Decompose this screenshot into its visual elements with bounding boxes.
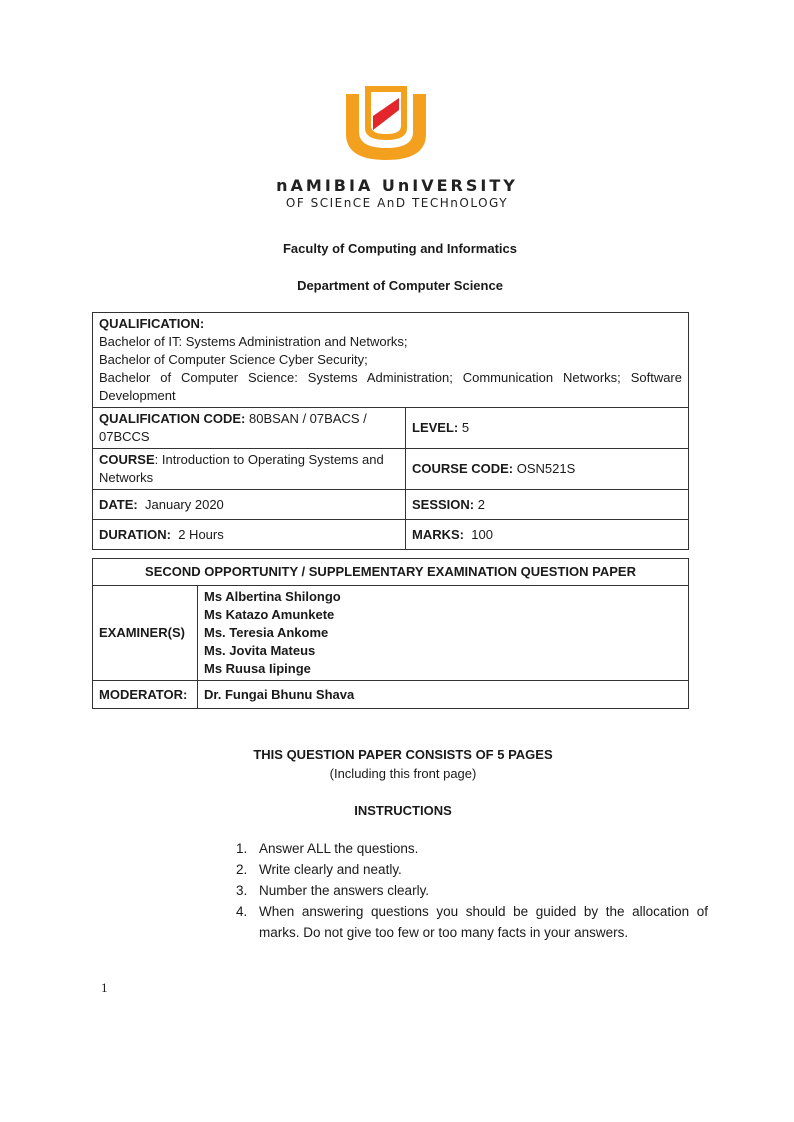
instruction-item	[236, 901, 708, 943]
qual-code-value: 80BSAN / 07BACS / 07BCCS	[99, 411, 367, 444]
marks-value: 100	[471, 526, 493, 542]
moderator-name: Dr. Fungai Bhunu Shava	[198, 681, 689, 709]
exam-info-table	[92, 558, 689, 709]
department-title: Department of Computer Science	[297, 278, 503, 293]
instruction-item	[236, 880, 708, 901]
session-cell	[406, 490, 689, 520]
course-info-table	[92, 312, 689, 550]
instruction-number: 1.	[236, 841, 248, 856]
instruction-number: 2.	[236, 862, 248, 877]
qual-code-label: QUALIFICATION CODE:	[99, 411, 246, 426]
examiner-name: Ms Albertina Shilongo	[204, 589, 341, 604]
qualification-cell	[93, 313, 689, 408]
qualification-line: Bachelor of Computer Science Cyber Security;	[99, 352, 368, 367]
qualification-line: Bachelor of Computer Science: Systems Administration; Communication Networks; Software Development	[99, 370, 682, 403]
date-value: January 2020	[145, 496, 224, 512]
qual-code-cell	[93, 408, 406, 449]
level-cell	[406, 408, 689, 449]
examiner-name: Ms Katazo Amunkete	[204, 607, 335, 622]
moderator-label: MODERATOR:	[93, 681, 198, 709]
course-label: COURSE	[99, 452, 155, 467]
course-value: : Introduction to Operating Systems and Networks	[99, 452, 384, 485]
duration-label: DURATION:	[99, 526, 171, 542]
instruction-number: 3.	[236, 883, 248, 898]
instruction-number: 4.	[236, 904, 248, 919]
faculty-title: Faculty of Computing and Informatics	[282, 241, 517, 256]
level-label: LEVEL:	[412, 420, 459, 435]
qualification-label: QUALIFICATION:	[99, 316, 205, 331]
marks-cell	[406, 520, 689, 550]
instruction-item	[236, 838, 708, 859]
instruction-text: Number the answers clearly.	[259, 883, 430, 898]
session-label: SESSION:	[412, 496, 475, 512]
instruction-item	[236, 859, 708, 880]
course-cell	[93, 449, 406, 490]
course-code-cell	[406, 449, 689, 490]
pages-title: THIS QUESTION PAPER CONSISTS OF 5 PAGES	[253, 747, 553, 762]
pages-subtitle: (Including this front page)	[329, 766, 477, 781]
instruction-text: Answer ALL the questions.	[259, 841, 419, 856]
instruction-text: Write clearly and neatly.	[259, 862, 402, 877]
session-value: 2	[477, 496, 485, 512]
examiners-list	[198, 586, 689, 681]
marks-label: MARKS:	[412, 526, 464, 542]
duration-value: 2 Hours	[178, 526, 224, 542]
date-label: DATE:	[99, 496, 138, 512]
page-number: 1	[101, 980, 108, 995]
examiner-name: Ms. Teresia Ankome	[204, 625, 329, 640]
examiner-name: Ms. Jovita Mateus	[204, 643, 316, 658]
course-code-value: OSN521S	[516, 461, 576, 476]
course-code-label: COURSE CODE:	[412, 461, 514, 476]
instructions-title: INSTRUCTIONS	[354, 803, 452, 818]
university-subtitle: OF SCIEnCE AnD TECHnOLOGY	[285, 196, 509, 210]
qualification-line: Bachelor of IT: Systems Administration and Networks;	[99, 334, 408, 349]
nust-logo	[343, 84, 429, 162]
instruction-text: When answering questions you should be guided by the allocation of marks. Do not give too few or too many facts in your answers.	[259, 904, 708, 940]
university-name: nAMIBIA UnIVERSITY	[276, 176, 518, 195]
date-cell	[93, 490, 406, 520]
examiner-name: Ms Ruusa Iipinge	[204, 661, 311, 676]
level-value: 5	[461, 420, 470, 435]
exam-title: SECOND OPPORTUNITY / SUPPLEMENTARY EXAMINATION QUESTION PAPER	[93, 559, 689, 586]
duration-cell	[93, 520, 406, 550]
instructions-list	[236, 838, 708, 943]
examiners-label: EXAMINER(S)	[93, 586, 198, 681]
